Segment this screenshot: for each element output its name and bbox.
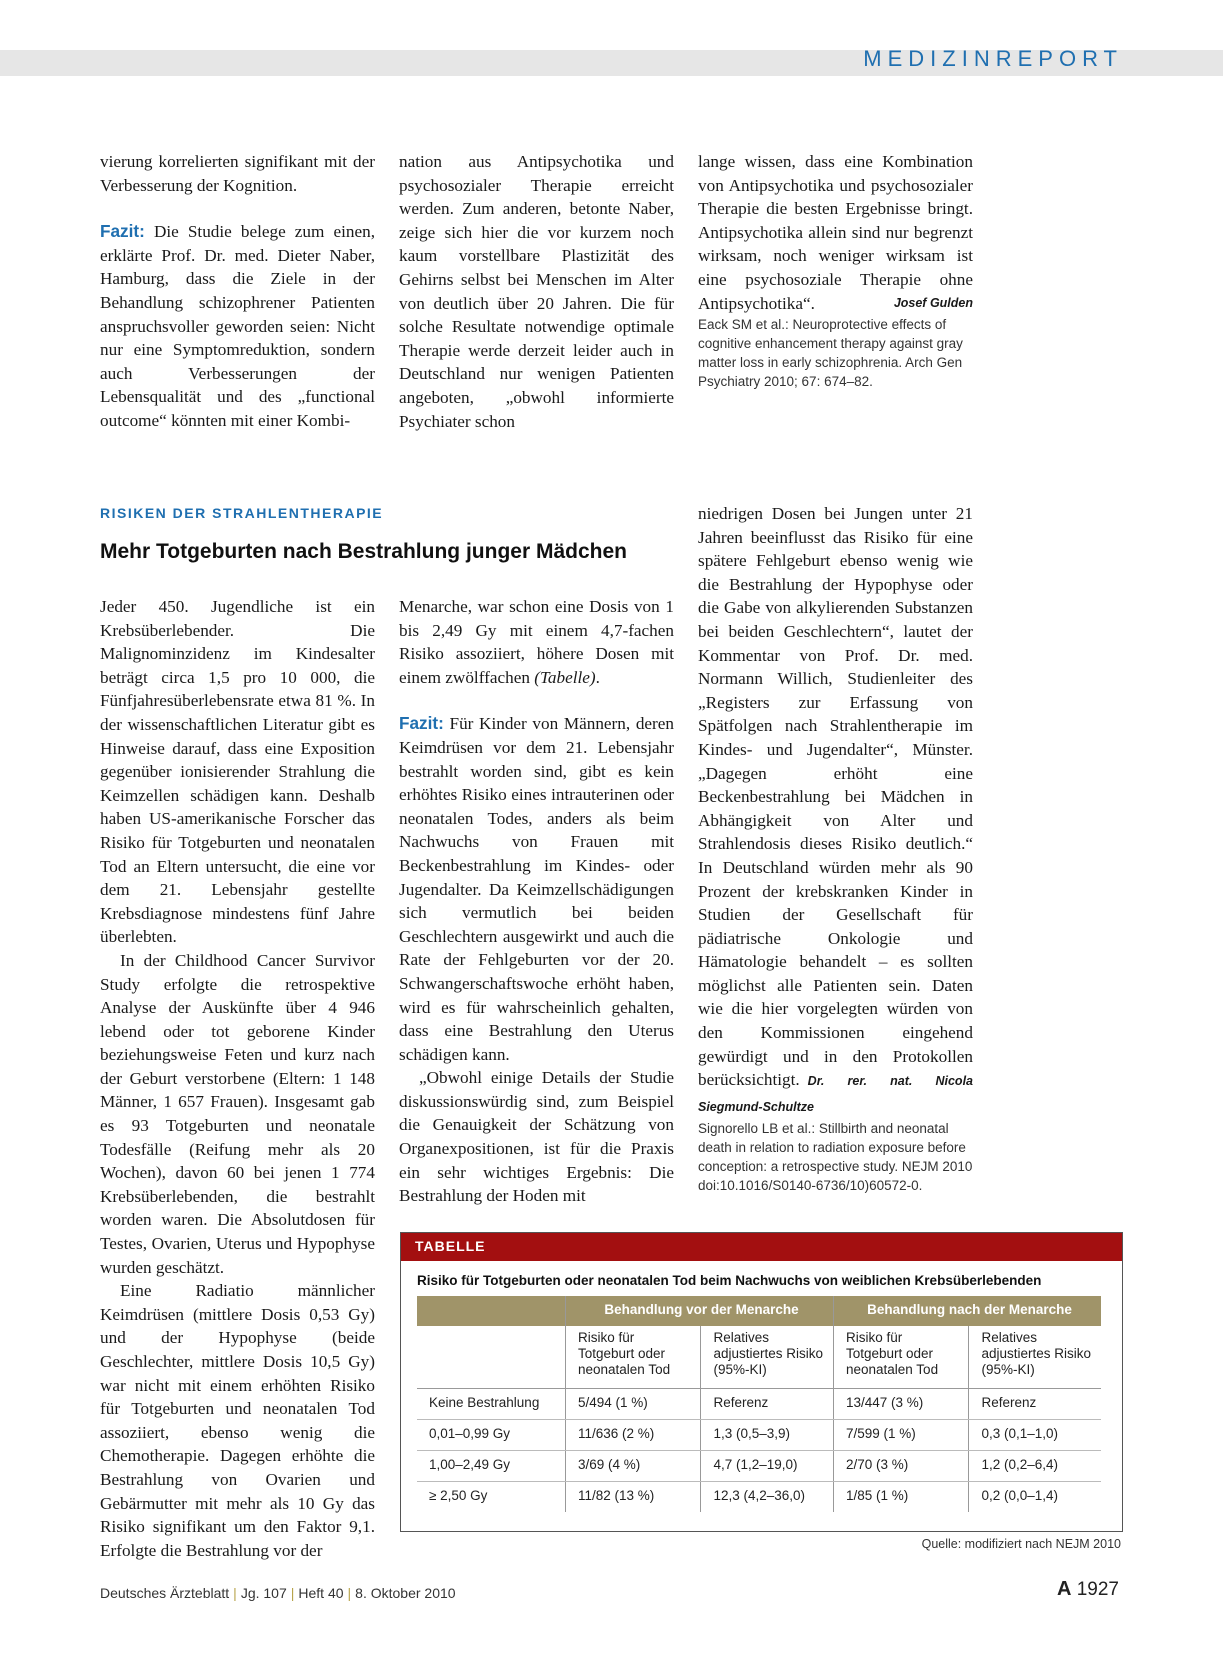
table-cell: ≥ 2,50 Gy bbox=[429, 1488, 488, 1503]
table-cell: 2/70 (3 %) bbox=[833, 1451, 968, 1482]
table-cell: 1,3 (0,5–3,9) bbox=[701, 1420, 834, 1451]
table-row bbox=[417, 1482, 1101, 1513]
article-kicker: RISIKEN DER STRAHLENTHERAPIE bbox=[100, 505, 384, 521]
table-sub-header: Relatives adjustiertes Risiko (95%-KI) bbox=[701, 1326, 834, 1389]
table-cell: 7/599 (1 %) bbox=[833, 1420, 968, 1451]
paragraph: Eine Radiatio männlicher Keimdrüsen (mittlere Dosis 0,53 Gy) und der Hypophyse (beide Geschlechter, mittlere Dosis 10,5 Gy) war nicht mit einem erhöhten Risiko für Totgeburten und neonatalen Tod assoziiert, ebenso wenig die Chemotherapie. Dagegen erhöhte die Bestrahlung von Ovarien und Gebärmutter mit mehr als 10 Gy das Risiko signifikant um den Faktor 9,1. Erfolgte die Bestrahlung vor der bbox=[100, 1281, 375, 1560]
article1-column-2 bbox=[399, 150, 674, 433]
table-cell: 1,00–2,49 Gy bbox=[417, 1451, 566, 1482]
separator: | bbox=[233, 1585, 237, 1601]
table-reference: (Tabelle) bbox=[534, 667, 596, 687]
paragraph-text: niedrigen Dosen bei Jungen unter 21 Jahren beeinflusst das Risiko für eine spätere Fehlgeburt ebenso wenig wie die Bestrahlung der Hypophyse oder die Gabe von alkylierenden Substanzen bei beiden Geschlechtern“, lautet der Kommentar von Prof. Dr. med. Normann Willich, Studienleiter des „Registers zur Erfassung von Spätfolgen nach Strahlentherapie im Kindes- und Jugendalter“, Münster. „Dagegen erhöht eine Beckenbestrahlung bei Mädchen in Abhängigkeit von Alter und Strahlendosis dieses Risiko deutlich.“ In Deutschland würden mehr als 90 Prozent der krebskranken Kinder in Studien der Gesellschaft für pädiatrische Onkologie und Hämatologie behandelt – es sollten möglichst alle Patienten sein. Daten wie die hier vorgelegten würden von den Kommissionen eingehend gewürdigt und in den Protokollen berücksichtigt. bbox=[698, 504, 973, 1090]
footer-citation bbox=[100, 1585, 456, 1601]
paragraph-text: Die Studie belege zum einen, erklärte Prof. Dr. med. Dieter Naber, Hamburg, dass die Ziele in der Behandlung schizophrener Patienten anspruchsvoller geworden seien: Nicht nur eine Symptomreduktion, sondern auch Verbesserungen der Lebensqualität und des „functional outcome“ könnten mit einer Kombi- bbox=[100, 222, 375, 430]
fazit-label: Fazit: bbox=[399, 713, 444, 734]
paragraph-text: Für Kinder von Männern, deren Keimdrüsen vor dem 21. Lebensjahr bestrahlt worden sind, gibt es kein erhöhtes Risiko eines intrauterinen oder neonatalen Todes, anders als beim Nachwuchs von Frauen mit Beckenbestrahlung im Kindes- oder Jugendalter. Da Keimzellschädigungen sich vermutlich bei beiden Geschlechtern ausgewirkt und auch die Rate der Fehlgeburten vor der 20. Schwangerschaftswoche erhöht haben, wird es für wahrscheinlich gehalten, dass eine Bestrahlung den Uterus schädigen kann. bbox=[399, 714, 674, 1064]
table-label: TABELLE bbox=[401, 1233, 1122, 1261]
author-byline: Dr. rer. nat. Nicola Siegmund-Schultze bbox=[698, 1074, 973, 1114]
paragraph: nation aus Antipsychotika und psychosozialer Therapie erreicht werden. Zum anderen, betonte Naber, zeige sich hier die vor kurzem noch kaum vorstellbare Plastizität des Gehirns selbst bei Menschen im Alter von deutlich über 20 Jahren. Die für solche Resultate notwendige optimale Therapie werde derzeit leider auch in Deutschland nur wenigen Patienten angeboten, „obwohl informierte Psychiater schon bbox=[399, 152, 674, 431]
article2-column-1 bbox=[100, 595, 375, 1562]
table-sub-header: Risiko für Totgeburt oder neonatalen Tod bbox=[833, 1326, 968, 1389]
table-cell: 3/69 (4 %) bbox=[566, 1451, 701, 1482]
table-cell: 11/82 (13 %) bbox=[566, 1482, 701, 1513]
table-header-cell bbox=[417, 1326, 566, 1389]
table-group-header-row bbox=[417, 1296, 1101, 1326]
table-cell: 0,01–0,99 Gy bbox=[417, 1420, 566, 1451]
table-cell: 1,2 (0,2–6,4) bbox=[969, 1451, 1101, 1482]
table-cell: 1/85 (1 %) bbox=[833, 1482, 968, 1513]
article1-column-1 bbox=[100, 150, 375, 433]
article2-column-3 bbox=[698, 502, 973, 1195]
data-table bbox=[417, 1296, 1101, 1512]
paragraph-fazit bbox=[399, 712, 674, 1066]
paragraph: In der Childhood Cancer Survivor Study erfolgte die retrospektive Analyse der Auskünfte über 4 946 lebend oder tot geborene Kinder beziehungsweise Feten und kurz nach der Geburt verstorbene (Eltern: 1 148 Männer, 1 657 Frauen). Insgesamt gab es 93 Totgeburten und neonatale Todesfälle (Reifung mehr als 20 Wochen), davon 60 bei jenen 1 774 Krebsüberlebenden, die bestrahlt worden waren. Die Absolutdosen für Testes, Ovarien, Uterus und Hypophyse wurden geschätzt. bbox=[100, 950, 375, 1277]
table-row bbox=[417, 1420, 1101, 1451]
article1-column-3 bbox=[698, 150, 973, 391]
data-table-box bbox=[400, 1232, 1123, 1532]
reference: Eack SM et al.: Neuroprotective effects of cognitive enhancement therapy against gray matter loss in early schizophrenia. Arch Gen Psychiatry 2010; 67: 674–82. bbox=[698, 317, 963, 390]
table-header-cell bbox=[417, 1296, 566, 1326]
paragraph: vierung korrelierten signifikant mit der Verbesserung der Kognition. bbox=[100, 152, 375, 195]
journal-date: 8. Oktober 2010 bbox=[355, 1585, 456, 1601]
table-caption: Risiko für Totgeburten oder neonatalen Tod beim Nachwuchs von weiblichen Krebsüberlebenden bbox=[417, 1273, 1042, 1288]
reference: Signorello LB et al.: Stillbirth and neonatal death in relation to radiation exposure before conception: a retrospective study. NEJM 2010 doi:10.1016/S0140-6736/10)60572-0. bbox=[698, 1121, 973, 1194]
page-prefix: A bbox=[1056, 1578, 1072, 1600]
table-cell: Referenz bbox=[701, 1389, 834, 1420]
separator: | bbox=[347, 1585, 352, 1601]
table-cell: 0,3 (0,1–1,0) bbox=[969, 1420, 1101, 1451]
table-sub-header-row bbox=[417, 1326, 1101, 1389]
table-cell: 5/494 (1 %) bbox=[566, 1389, 701, 1420]
table-cell: Keine Bestrahlung bbox=[417, 1389, 566, 1420]
table-cell: 4,7 (1,2–19,0) bbox=[701, 1451, 834, 1482]
page-number bbox=[1057, 1578, 1119, 1601]
paragraph-text: Menarche, war schon eine Dosis von 1 bis 2,49 Gy mit einem 4,7-fachen Risiko assoziiert, höhere Dosen mit einem zwölffachen bbox=[399, 597, 674, 687]
table-cell: 11/636 (2 %) bbox=[566, 1420, 701, 1451]
table-sub-header: Relatives adjustiertes Risiko (95%-KI) bbox=[969, 1326, 1101, 1389]
table-group-header: Behandlung nach der Menarche bbox=[833, 1296, 1101, 1326]
paragraph: „Obwohl einige Details der Studie diskussionswürdig sind, zum Beispiel die Genauigkeit der Schätzung von Organexpositionen, ist für die Praxis ein sehr wichtiges Ergebnis: Die Bestrahlung der Hoden mit bbox=[399, 1068, 674, 1206]
separator: | bbox=[290, 1585, 295, 1601]
paragraph bbox=[698, 502, 973, 1119]
table-row bbox=[417, 1389, 1101, 1420]
author-byline: Josef Gulden bbox=[893, 295, 973, 310]
paragraph: Jeder 450. Jugendliche ist ein Krebsüberlebender. Die Malignominzidenz im Kindesalter beträgt circa 1,5 pro 10 000, die Fünfjahresüberlebensrate etwa 81 %. In der wissenschaftlichen Literatur gibt es Hinweise darauf, dass eine Exposition gegenüber ionisierender Strahlung die Keimzellen schädigen kann. Deshalb haben US-amerikanische Forscher das Risiko für Totgeburten und neonatalen Tod an Eltern untersucht, die eine vor dem 21. Lebensjahr gestellte Krebsdiagnose mindestens fünf Jahre überlebten. bbox=[100, 597, 375, 947]
paragraph bbox=[698, 150, 973, 315]
fazit-label: Fazit: bbox=[100, 221, 145, 242]
article-headline: Mehr Totgeburten nach Bestrahlung junger Mädchen bbox=[100, 540, 627, 563]
journal-issue: Heft 40 bbox=[298, 1585, 344, 1601]
table-row bbox=[417, 1451, 1101, 1482]
table-source: Quelle: modifiziert nach NEJM 2010 bbox=[921, 1537, 1121, 1551]
paragraph-text: . bbox=[595, 667, 600, 687]
page-number-value: 1927 bbox=[1076, 1579, 1119, 1600]
table-cell: Referenz bbox=[969, 1389, 1101, 1420]
table-cell: 0,2 (0,0–1,4) bbox=[969, 1482, 1101, 1513]
table-cell: 13/447 (3 %) bbox=[833, 1389, 968, 1420]
table-cell: 12,3 (4,2–36,0) bbox=[701, 1482, 834, 1513]
journal-volume: Jg. 107 bbox=[240, 1585, 287, 1601]
paragraph-fazit bbox=[100, 220, 375, 432]
table-group-header: Behandlung vor der Menarche bbox=[566, 1296, 834, 1326]
paragraph-text: lange wissen, dass eine Kombination von Antipsychotika und psychosozialer Therapie die besten Ergebnisse bringt. Antipsychotika allein sind nur begrenzt wirksam, noch weniger wirksam ist eine psychosoziale Therapie ohne Antipsychotika“. bbox=[698, 152, 973, 313]
paragraph bbox=[399, 595, 674, 689]
article2-column-2 bbox=[399, 595, 674, 1208]
table-sub-header: Risiko für Totgeburt oder neonatalen Tod bbox=[566, 1326, 701, 1389]
section-title: MEDIZINREPORT bbox=[863, 46, 1123, 71]
journal-name: Deutsches Ärzteblatt bbox=[100, 1585, 230, 1601]
